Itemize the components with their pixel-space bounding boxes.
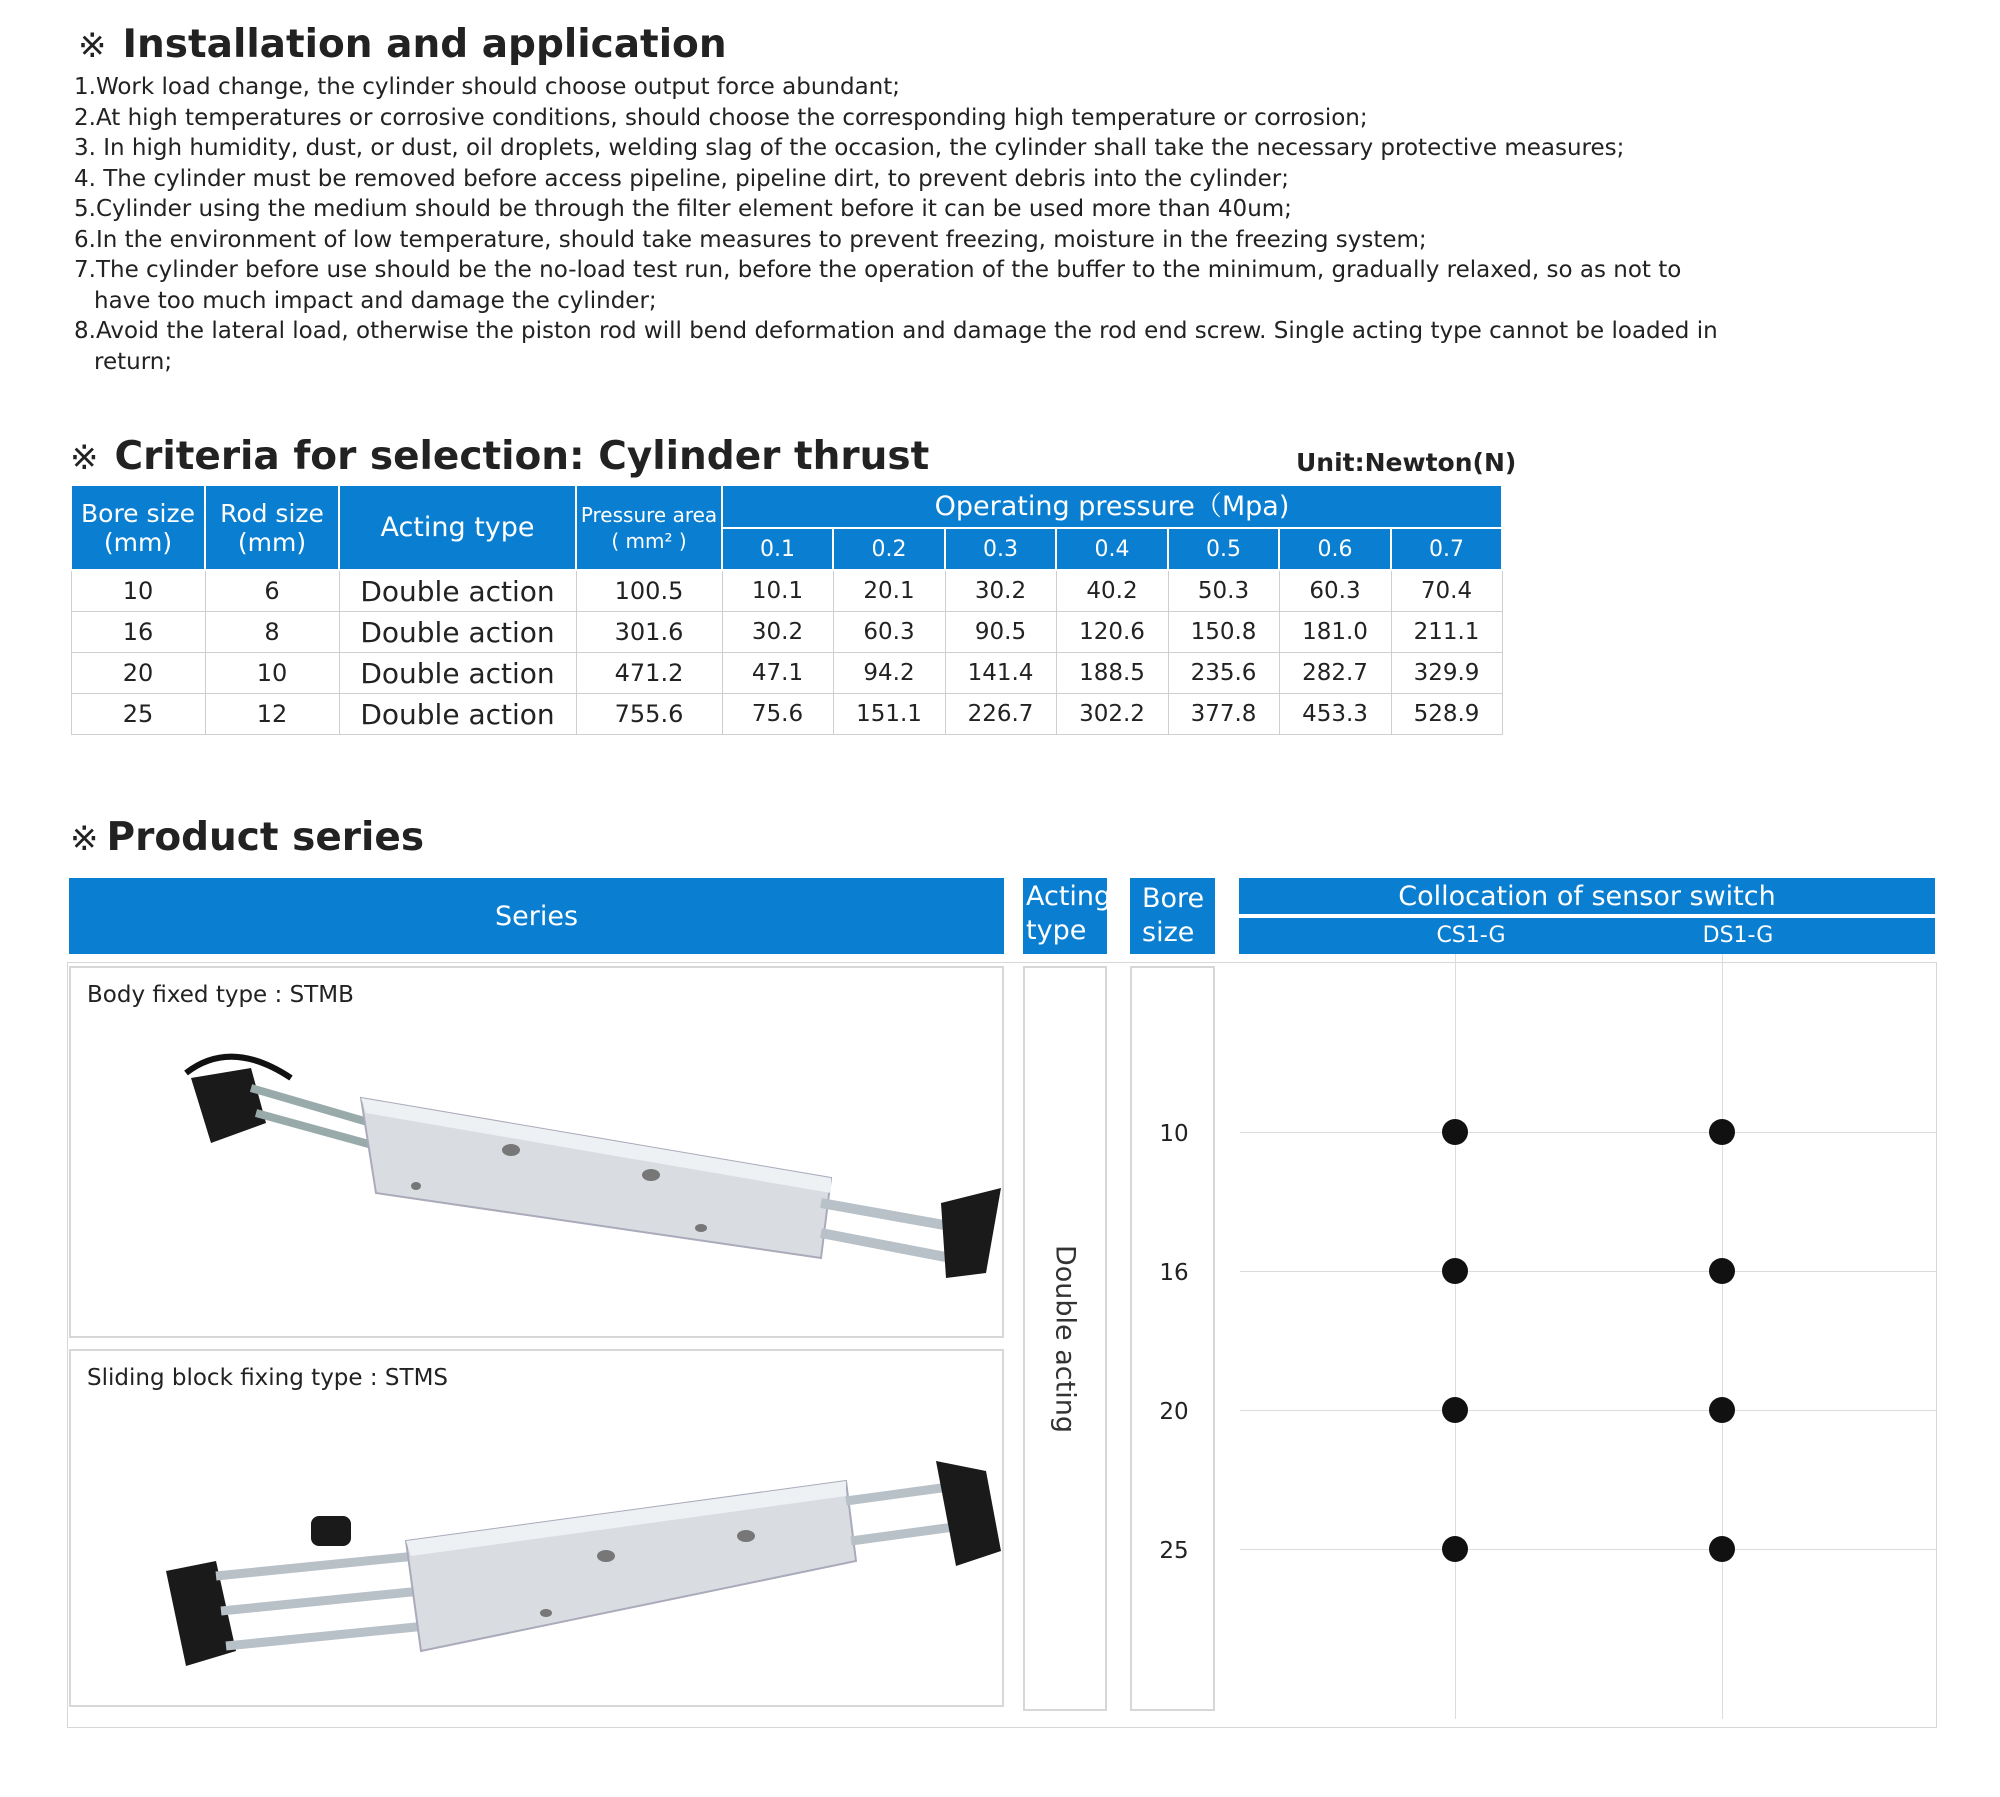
product-series-title: Product series [106, 815, 425, 860]
bore-size-column [1130, 966, 1215, 1711]
sensor-ds1g-label: DS1-G [1702, 923, 1774, 948]
bore-value: 20 [1159, 1399, 1189, 1425]
table-cell: 90.5 [945, 612, 1056, 653]
header-rod-size: Rod size (mm) [205, 485, 339, 570]
table-row [71, 653, 1502, 694]
table-cell: Double action [339, 612, 576, 653]
acting-type-header: Acting type [1023, 878, 1107, 954]
grid-line [1240, 1549, 1936, 1550]
table-cell: Double action [339, 653, 576, 694]
compatibility-dot-icon [1709, 1258, 1735, 1284]
bore-size-header: Bore size [1130, 878, 1215, 954]
table-cell: Double action [339, 570, 576, 612]
product-series-heading [70, 815, 424, 860]
header-pressure-value: 0.2 [833, 528, 945, 570]
table-cell: 70.4 [1391, 570, 1502, 612]
reference-mark-icon: ※ [70, 819, 99, 859]
header-pressure-value: 0.7 [1391, 528, 1502, 570]
installation-item: 7.The cylinder before use should be the no-load test run, before the operation of the buffer to the minimum, gradually relaxed, so as not to have too much impact and damage the cylinder; [74, 257, 1682, 314]
table-cell: 10 [71, 570, 205, 612]
table-cell: 151.1 [833, 694, 945, 735]
installation-item: 1.Work load change, the cylinder should choose output force abundant; [74, 74, 901, 100]
series-label: Body fixed type : STMB [87, 982, 354, 1008]
table-cell: 60.3 [833, 612, 945, 653]
table-cell: 8 [205, 612, 339, 653]
cylinder-stms-image [156, 1441, 1006, 1691]
header-acting-type: Acting type [339, 485, 576, 570]
acting-type-value: Double acting [1049, 1244, 1081, 1433]
table-cell: 20.1 [833, 570, 945, 612]
bore-value: 10 [1159, 1121, 1189, 1147]
installation-item: 4. The cylinder must be removed before access pipeline, pipeline dirt, to prevent debris into the cylinder; [74, 165, 1289, 192]
installation-item: 3. In high humidity, dust, or dust, oil droplets, welding slag of the occasion, the cylinder shall take the necessary protective measures; [74, 135, 1625, 161]
table-row [71, 612, 1502, 653]
table-cell: 301.6 [576, 612, 722, 653]
grid-line [1722, 954, 1723, 1719]
table-cell: 25 [71, 694, 205, 735]
table-cell: 60.3 [1279, 570, 1391, 612]
header-pressure-value: 0.4 [1056, 528, 1168, 570]
cylinder-stmb-image [171, 1028, 1001, 1298]
table-row [71, 570, 1502, 612]
installation-heading [78, 22, 727, 67]
table-cell: 120.6 [1056, 612, 1168, 653]
table-cell: 16 [71, 612, 205, 653]
sensor-switch-header: Collocation of sensor switch [1239, 878, 1935, 914]
table-cell: 150.8 [1168, 612, 1279, 653]
bore-value: 25 [1159, 1538, 1189, 1564]
header-operating-pressure: Operating pressure（Mpa) [722, 485, 1502, 528]
compatibility-dot-icon [1442, 1119, 1468, 1145]
installation-item: 5.Cylinder using the medium should be through the filter element before it can be used more than 40um; [74, 196, 1292, 222]
table-cell: Double action [339, 694, 576, 735]
table-cell: 20 [71, 653, 205, 694]
series-box-stmb [69, 966, 1004, 1338]
table-cell: 329.9 [1391, 653, 1502, 694]
reference-mark-icon: ※ [78, 26, 107, 66]
table-cell: 75.6 [722, 694, 833, 735]
table-cell: 211.1 [1391, 612, 1502, 653]
acting-type-column [1023, 966, 1107, 1711]
header-pressure-value: 0.5 [1168, 528, 1279, 570]
thrust-table-body [71, 570, 1502, 735]
table-cell: 528.9 [1391, 694, 1502, 735]
reference-mark-icon: ※ [70, 438, 99, 478]
installation-item: 8.Avoid the lateral load, otherwise the piston rod will bend deformation and damage the rod end screw. Single acting type cannot be loaded in return; [74, 318, 1718, 375]
installation-item: 2.At high temperatures or corrosive conditions, should choose the corresponding high temperature or corrosion; [74, 104, 1368, 131]
header-pressure-value: 0.6 [1279, 528, 1391, 570]
series-header: Series [69, 878, 1004, 954]
header-pressure-area: Pressure area ( mm² ) [576, 485, 722, 570]
bore-value: 16 [1159, 1260, 1189, 1286]
table-cell: 302.2 [1056, 694, 1168, 735]
installation-title: Installation and application [122, 22, 727, 67]
header-bore-size: Bore size (mm) [71, 485, 205, 570]
criteria-title: Criteria for selection: Cylinder thrust [114, 434, 930, 479]
table-cell: 47.1 [722, 653, 833, 694]
thrust-table [70, 484, 1503, 735]
table-cell: 226.7 [945, 694, 1056, 735]
table-row [71, 694, 1502, 735]
compatibility-dot-icon [1442, 1397, 1468, 1423]
table-cell: 188.5 [1056, 653, 1168, 694]
table-cell: 12 [205, 694, 339, 735]
table-cell: 141.4 [945, 653, 1056, 694]
grid-line [1455, 954, 1456, 1719]
series-box-stms [69, 1349, 1004, 1707]
header-pressure-value: 0.3 [945, 528, 1056, 570]
table-cell: 755.6 [576, 694, 722, 735]
header-pressure-value: 0.1 [722, 528, 833, 570]
compatibility-dot-icon [1442, 1258, 1468, 1284]
table-cell: 10.1 [722, 570, 833, 612]
table-cell: 181.0 [1279, 612, 1391, 653]
table-cell: 6 [205, 570, 339, 612]
compatibility-dot-icon [1709, 1397, 1735, 1423]
table-cell: 94.2 [833, 653, 945, 694]
compatibility-dot-icon [1709, 1119, 1735, 1145]
table-cell: 100.5 [576, 570, 722, 612]
table-cell: 40.2 [1056, 570, 1168, 612]
table-cell: 10 [205, 653, 339, 694]
table-cell: 30.2 [722, 612, 833, 653]
table-cell: 235.6 [1168, 653, 1279, 694]
sensor-cs1g-label: CS1-G [1436, 923, 1506, 948]
table-cell: 471.2 [576, 653, 722, 694]
table-cell: 50.3 [1168, 570, 1279, 612]
installation-item: 6.In the environment of low temperature, should take measures to prevent freezing, moisture in the freezing system; [74, 226, 1427, 253]
table-cell: 30.2 [945, 570, 1056, 612]
grid-line [1240, 1132, 1936, 1133]
compatibility-dot-icon [1709, 1536, 1735, 1562]
table-cell: 453.3 [1279, 694, 1391, 735]
grid-line [1240, 1410, 1936, 1411]
table-cell: 377.8 [1168, 694, 1279, 735]
criteria-heading [70, 434, 929, 479]
grid-line [1240, 1271, 1936, 1272]
series-label: Sliding block fixing type : STMS [87, 1365, 449, 1391]
installation-list [74, 72, 1734, 377]
table-cell: 282.7 [1279, 653, 1391, 694]
compatibility-dot-icon [1442, 1536, 1468, 1562]
unit-label: Unit:Newton(N) [1296, 448, 1517, 477]
sensor-model-header [1239, 918, 1935, 954]
